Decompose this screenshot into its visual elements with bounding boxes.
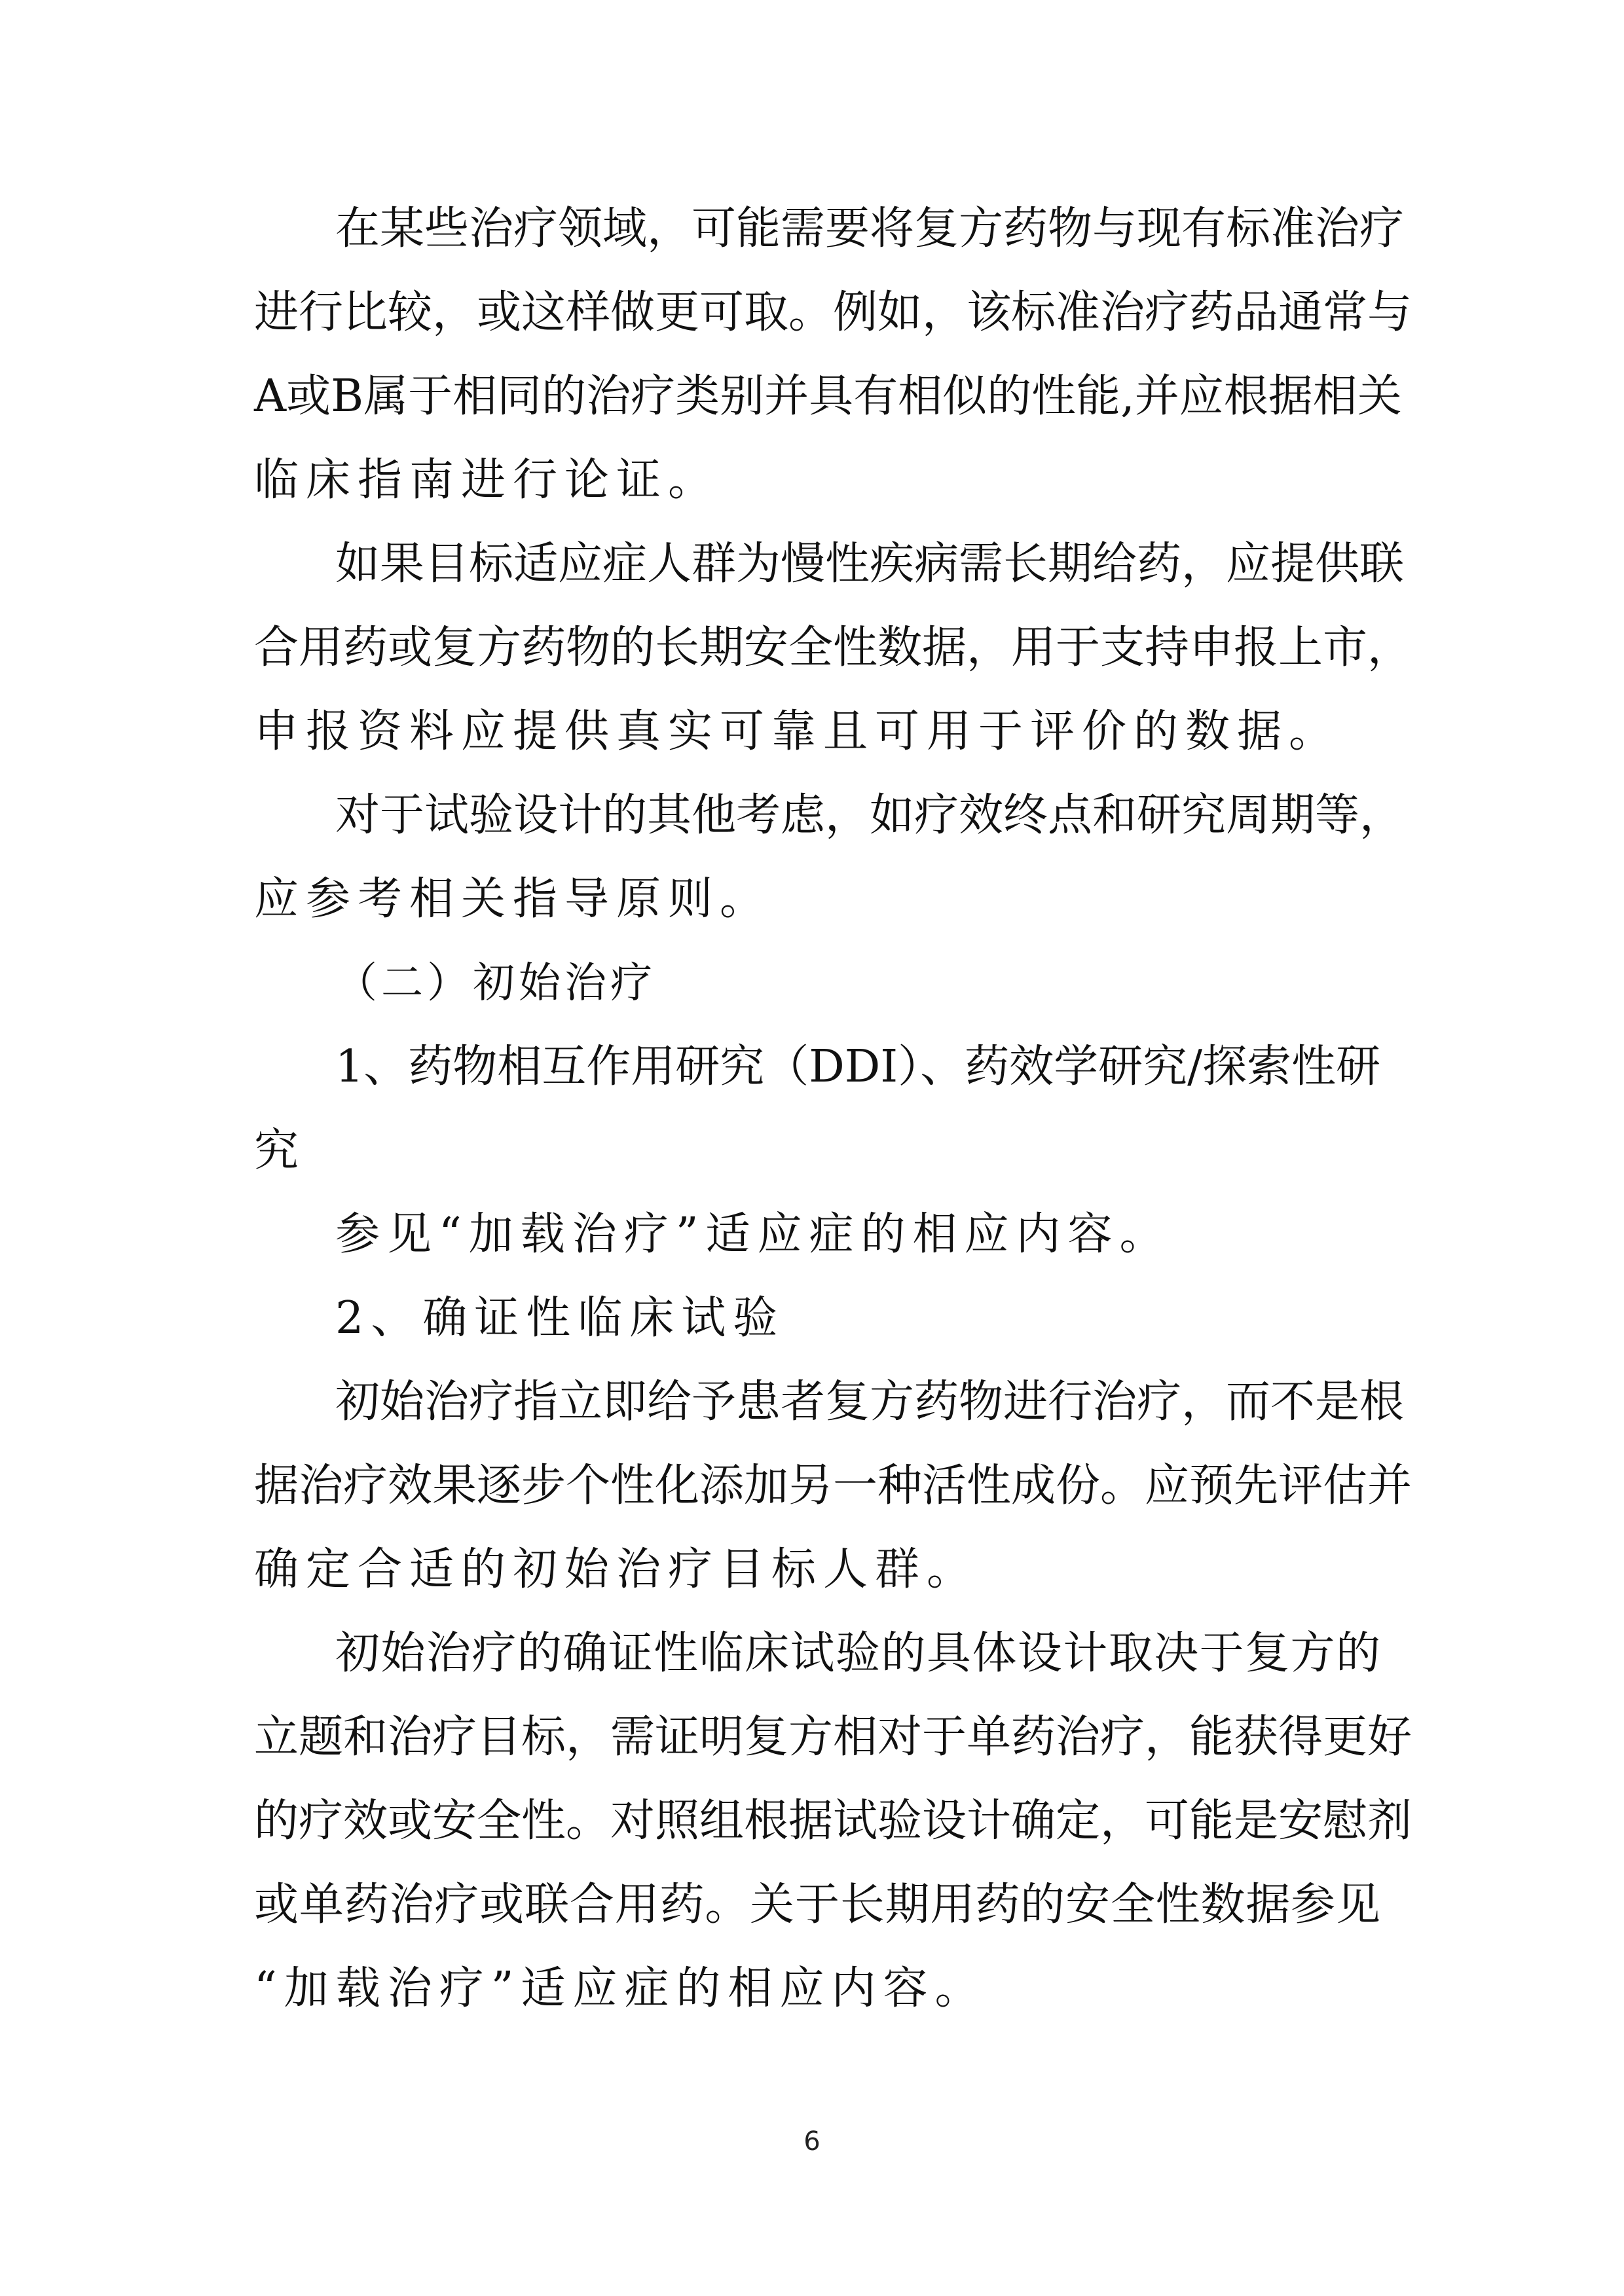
body-line: 据治疗效果逐步个性化添加另一种活性成份。应预先评估并 [254,1460,1412,1512]
body-line: 初始治疗指立即给予患者复方药物进行治疗，而不是根 [335,1376,1405,1428]
page-number: 6 [803,2126,821,2157]
body-line: 合用药或复方药物的长期安全性数据，用于支持申报上市， [254,622,1412,674]
body-line: 应参考相关指导原则。 [254,873,772,925]
body-line: 立题和治疗目标，需证明复方相对于单药治疗，能获得更好 [254,1711,1412,1763]
body-line: 申报资料应提供真实可靠且可用于评价的数据。 [254,706,1341,757]
body-line: 如果目标适应症人群为慢性疾病需长期给药，应提供联 [335,538,1405,590]
subsection-heading: 究 [254,1125,306,1176]
section-heading: （二）初始治疗 [335,959,656,1008]
body-line: 对于试验设计的其他考虑，如疗效终点和研究周期等， [335,790,1405,841]
body-line: “加载治疗”适应症的相应内容。 [254,1963,987,2014]
body-line: 在某些治疗领域，可能需要将复方药物与现有标准治疗 [335,203,1405,255]
body-line: 进行比较，或这样做更可取。例如，该标准治疗药品通常与 [254,287,1412,338]
body-line: 的疗效或安全性。对照组根据试验设计确定，可能是安慰剂 [254,1795,1412,1847]
subsection-heading: 1、药物相互作用研究（DDI）、药效学研究/探索性研 [335,1041,1381,1093]
body-line: A或B属于相同的治疗类别并具有相似的性能,并应根据相关 [254,371,1402,422]
body-line: 临床指南进行论证。 [254,454,720,506]
body-line: 确定合适的初始治疗目标人群。 [254,1544,979,1595]
body-line: 或单药治疗或联合用药。关于长期用药的安全性数据参见 [254,1879,1380,1931]
subsection-heading: 2、确证性临床试验 [335,1292,785,1344]
body-line: 参见“加载治疗”适应症的相应内容。 [335,1209,1172,1260]
body-line: 初始治疗的确证性临床试验的具体设计取决于复方的 [335,1628,1380,1679]
